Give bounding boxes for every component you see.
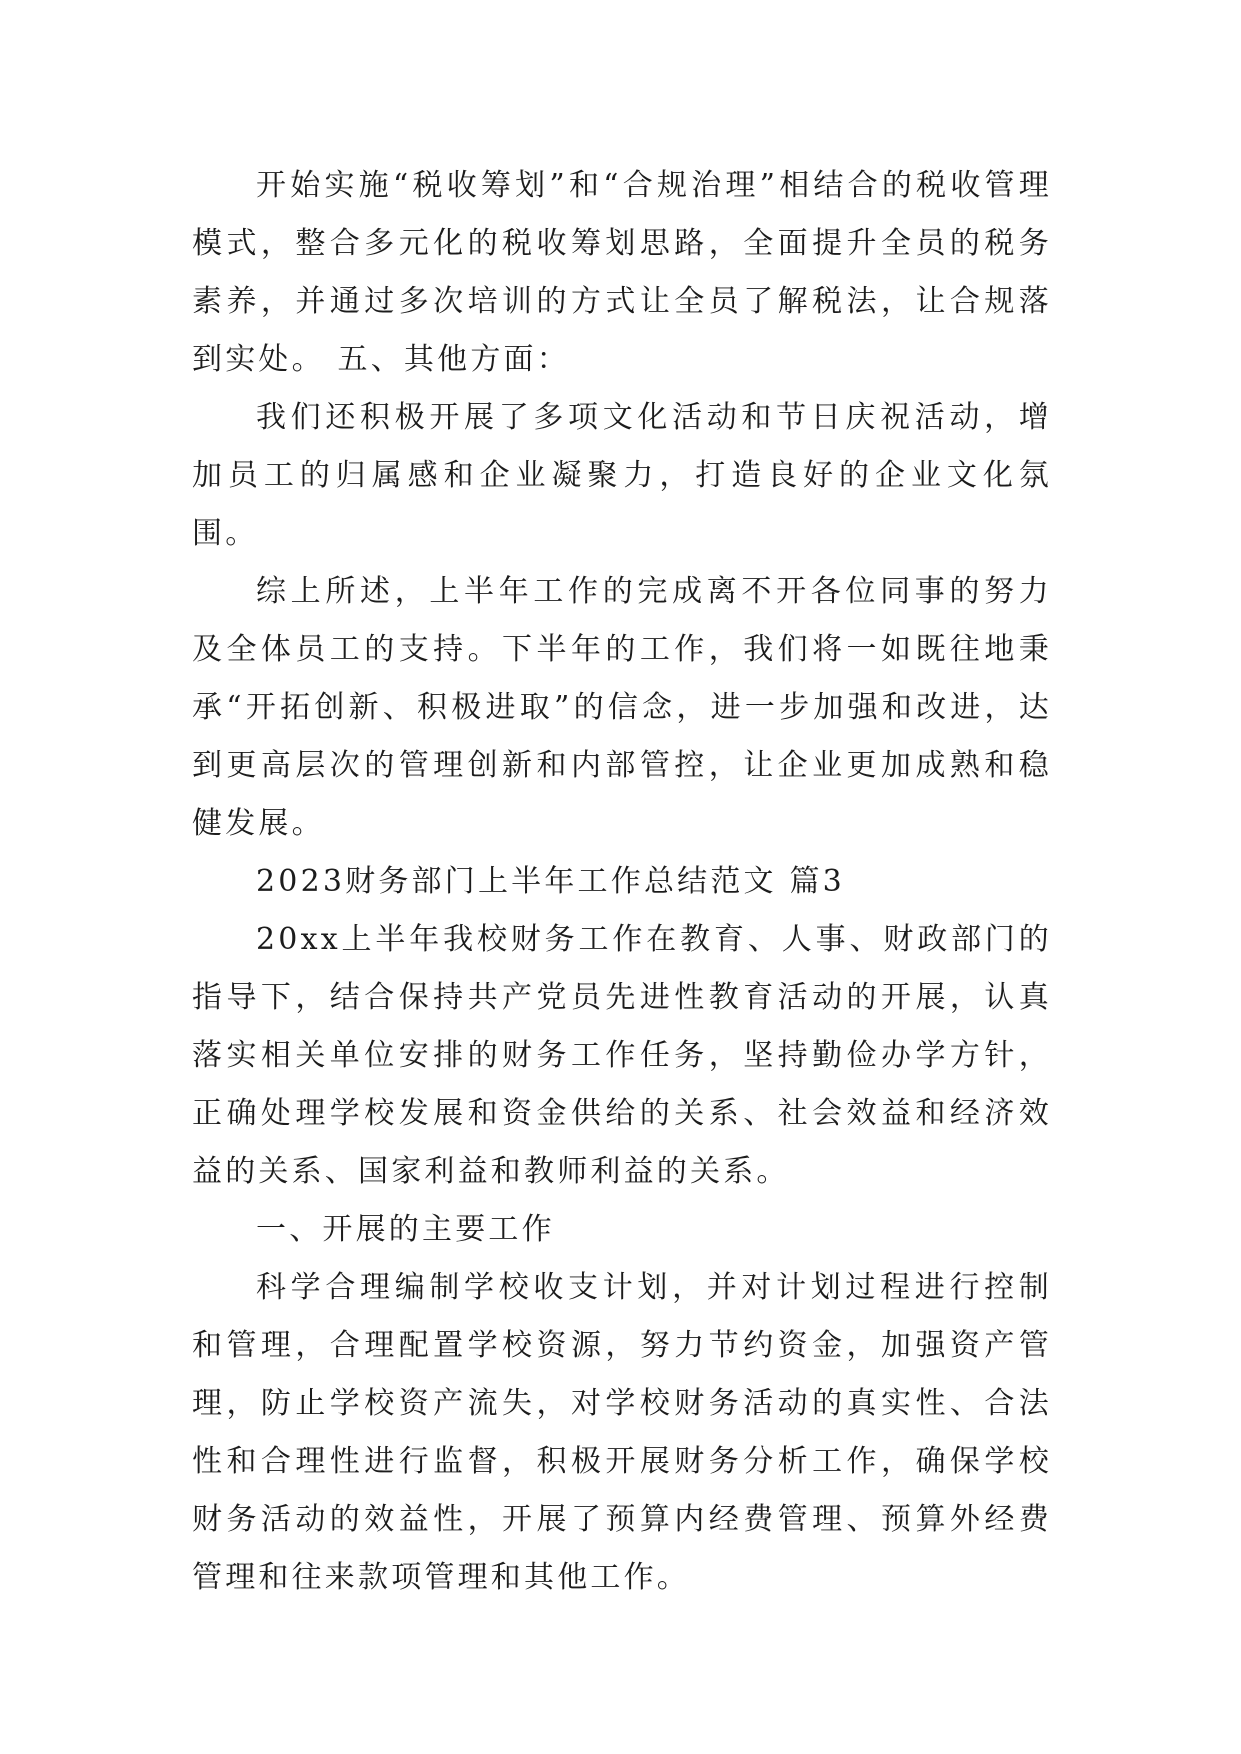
section-title: 2023财务部门上半年工作总结范文 篇3	[256, 864, 845, 899]
paragraph-tax-planning: 开始实施“税收筹划”和“合规治理”相结合的税收管理模式，整合多元化的税收筹划思路，全面提升全员的税务素养，并通过多次培训的方式让全员了解税法，让合规落到实处。 五、其他方面：	[192, 168, 1052, 377]
paragraph-culture-activities: 我们还积极开展了多项文化活动和节日庆祝活动，增加员工的归属感和企业凝聚力，打造良好的企业文化氛围。	[192, 400, 1052, 551]
paragraph-school-finance-intro: 20xx上半年我校财务工作在教育、人事、财政部门的指导下，结合保持共产党员先进性教育活动的开展，认真落实相关单位安排的财务工作任务，坚持勤俭办学方针，正确处理学校发展和资金供给的关系、社会效益和经济效益的关系、国家利益和教师利益的关系。	[192, 922, 1052, 1189]
paragraph-main-work: 科学合理编制学校收支计划，并对计划过程进行控制和管理，合理配置学校资源，努力节约资金，加强资产管理，防止学校资产流失，对学校财务活动的真实性、合法性和合理性进行监督，积极开展财务分析工作，确保学校财务活动的效益性，开展了预算内经费管理、预算外经费管理和往来款项管理和其他工作。	[192, 1270, 1052, 1595]
paragraph-summary: 综上所述，上半年工作的完成离不开各位同事的努力及全体员工的支持。下半年的工作，我们将一如既往地秉承“开拓创新、积极进取”的信念，进一步加强和改进，达到更高层次的管理创新和内部管控，让企业更加成熟和稳健发展。	[192, 574, 1052, 841]
subheading-main-work: 一、开展的主要工作	[256, 1212, 555, 1247]
document-body	[192, 157, 1052, 1607]
